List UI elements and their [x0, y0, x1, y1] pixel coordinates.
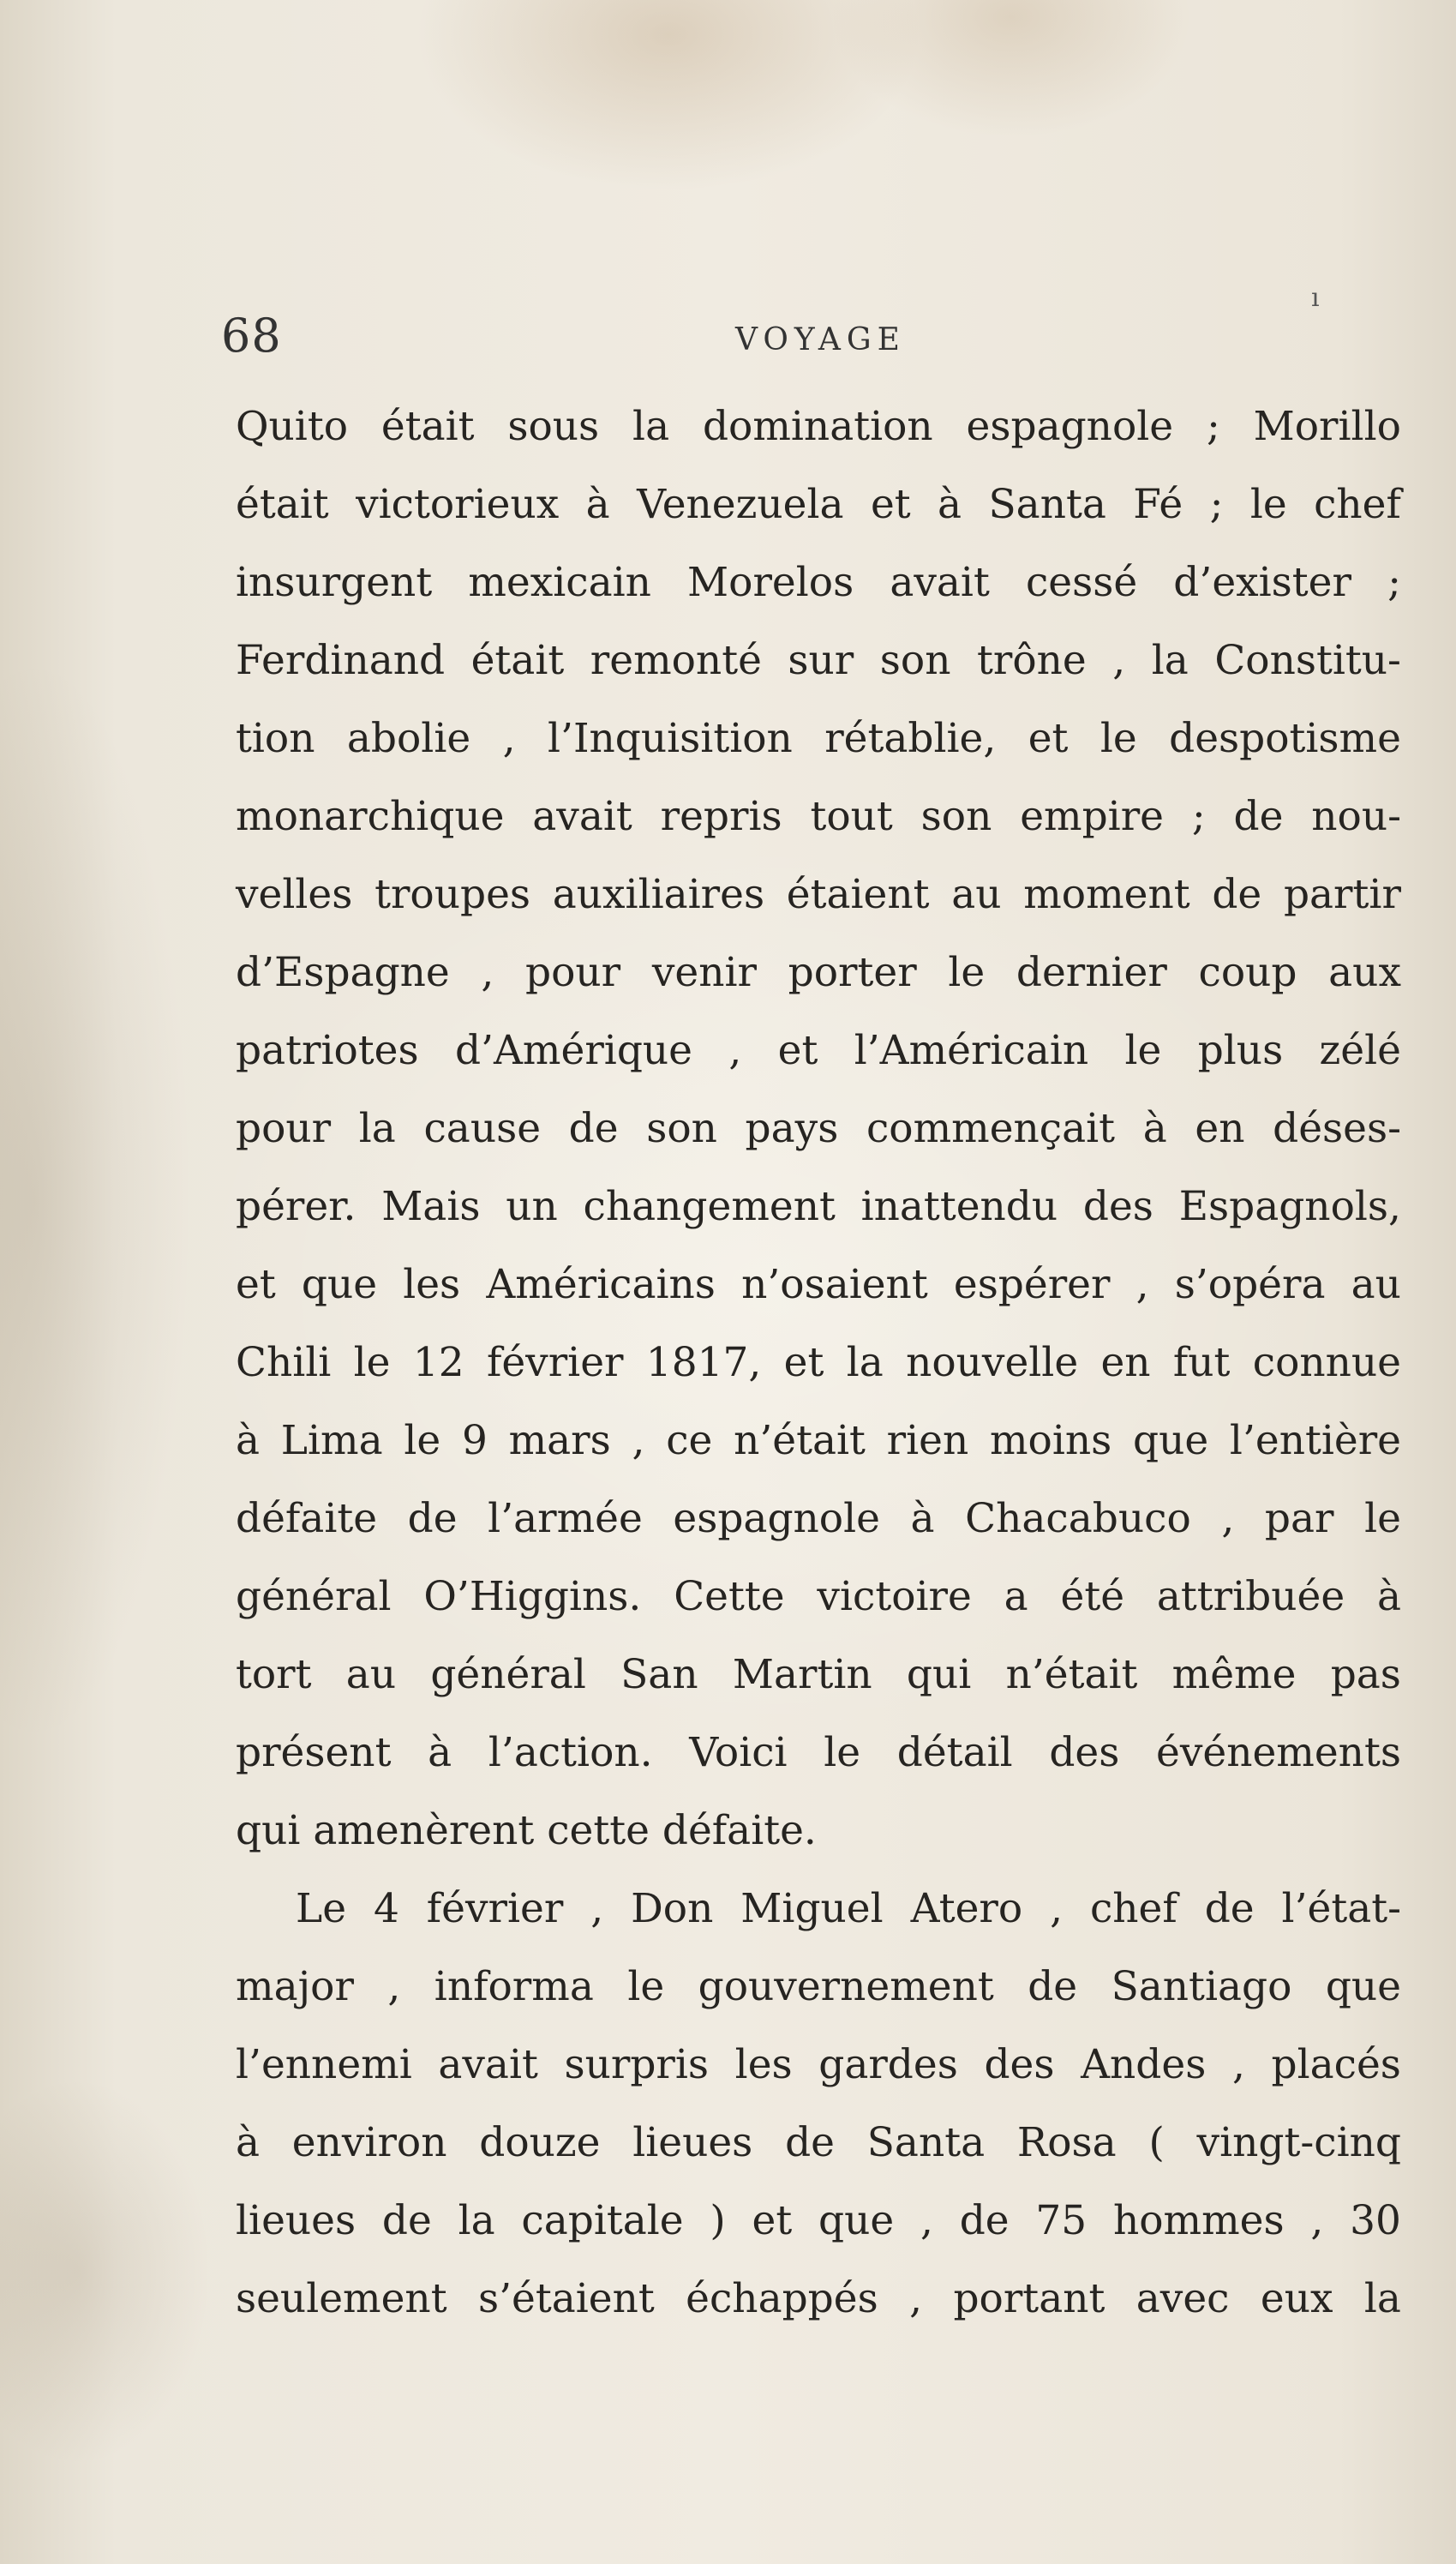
- word: était: [380, 403, 475, 450]
- word: que: [301, 1261, 378, 1308]
- word: despotisme: [1169, 715, 1401, 762]
- word: monarchique: [236, 793, 505, 840]
- word: de: [407, 1495, 458, 1542]
- word: Chacabuco: [965, 1495, 1191, 1542]
- word: au: [951, 871, 1002, 918]
- word: détail: [896, 1729, 1013, 1776]
- word: empire: [1020, 793, 1164, 840]
- word: Andes: [1081, 2041, 1207, 2088]
- word: Rosa: [1016, 2119, 1117, 2166]
- word: de: [959, 2197, 1010, 2244]
- word: porter: [788, 949, 917, 996]
- word: de: [1204, 1885, 1255, 1932]
- word: commençait: [866, 1105, 1116, 1152]
- word: pour: [525, 949, 621, 996]
- word: ,: [632, 1417, 645, 1464]
- word: des: [1082, 1183, 1153, 1230]
- word: l’Inquisition: [547, 715, 793, 762]
- word: les: [734, 2041, 793, 2088]
- word: février: [486, 1339, 624, 1386]
- word: été: [1060, 1573, 1125, 1620]
- word: hommes: [1112, 2197, 1285, 2244]
- word: le: [824, 1729, 861, 1776]
- text-line: [236, 2026, 1401, 2104]
- word: ,: [1112, 637, 1126, 684]
- word: ,: [1135, 1261, 1149, 1308]
- word: de: [1028, 1963, 1078, 2010]
- word: moment: [1023, 871, 1190, 918]
- word: son: [646, 1105, 717, 1152]
- word: Mais: [381, 1183, 481, 1230]
- word: auxiliaires: [552, 871, 765, 918]
- word: ;: [1206, 403, 1220, 450]
- word: chef: [1314, 481, 1401, 528]
- word: (: [1148, 2119, 1165, 2166]
- word: son: [920, 793, 992, 840]
- word: ,: [1221, 1495, 1235, 1542]
- word: Quito: [236, 403, 349, 450]
- word: avec: [1135, 2275, 1230, 2322]
- word: ,: [1310, 2197, 1324, 2244]
- word: rétablie,: [824, 715, 997, 762]
- word: Voici: [689, 1729, 788, 1776]
- word: février: [426, 1885, 564, 1932]
- word: mexicain: [468, 559, 651, 606]
- word: velles: [236, 871, 353, 918]
- text-line: [236, 856, 1401, 934]
- word: ,: [387, 1963, 401, 2010]
- word: placés: [1271, 2041, 1401, 2088]
- word: changement: [583, 1183, 836, 1230]
- word: Espagnols,: [1178, 1183, 1401, 1230]
- word: environ: [291, 2119, 447, 2166]
- word: à: [1142, 1105, 1167, 1152]
- text-line: [236, 934, 1401, 1012]
- word: avait: [532, 793, 632, 840]
- word: le: [1364, 1495, 1401, 1542]
- word: le: [404, 1417, 441, 1464]
- word: patriotes: [236, 1027, 419, 1074]
- word: avait: [890, 559, 990, 606]
- word: venir: [651, 949, 757, 996]
- word: présent: [236, 1729, 392, 1776]
- word: à: [585, 481, 610, 528]
- word: s’opéra: [1174, 1261, 1326, 1308]
- word: O’Higgins.: [423, 1573, 642, 1620]
- word: à: [428, 1729, 452, 1776]
- word: Miguel: [740, 1885, 884, 1932]
- word: espagnole: [966, 403, 1174, 450]
- word: l’état-: [1281, 1885, 1401, 1932]
- word: San: [620, 1651, 698, 1698]
- word: moins: [989, 1417, 1112, 1464]
- word: la: [846, 1339, 884, 1386]
- word: des: [984, 2041, 1055, 2088]
- word: insurgent: [236, 559, 433, 606]
- text-line: [236, 1480, 1401, 1558]
- word: n’était: [1005, 1651, 1138, 1698]
- word: de: [1212, 871, 1262, 918]
- word: Morelos: [687, 559, 854, 606]
- word: nouvelle: [906, 1339, 1079, 1386]
- word: même: [1171, 1651, 1297, 1698]
- text-line: [236, 778, 1401, 856]
- text-line: [236, 1324, 1401, 1402]
- word: et: [752, 2197, 793, 2244]
- word: déses-: [1273, 1105, 1401, 1152]
- text-line: [236, 1402, 1401, 1480]
- word: tort: [236, 1651, 312, 1698]
- word: n’osaient: [741, 1261, 928, 1308]
- page-number: 68: [221, 309, 282, 363]
- word: pays: [745, 1105, 839, 1152]
- word: rien: [886, 1417, 969, 1464]
- word: lieues: [632, 2119, 753, 2166]
- word: ,: [1050, 1885, 1064, 1932]
- word: Lima: [280, 1417, 383, 1464]
- word: lieues: [236, 2197, 357, 2244]
- word: 75: [1035, 2197, 1088, 2244]
- word: à: [1376, 1573, 1401, 1620]
- paragraph-last-line: [236, 1792, 1401, 1870]
- word: gouvernement: [698, 1963, 994, 2010]
- word: la: [458, 2197, 495, 2244]
- word: général: [236, 1573, 392, 1620]
- word: que: [818, 2197, 895, 2244]
- word: 4: [373, 1885, 399, 1932]
- word: que: [1325, 1963, 1401, 2010]
- word: zélé: [1319, 1027, 1401, 1074]
- word: de: [1233, 793, 1284, 840]
- word: n’était: [734, 1417, 866, 1464]
- stray-ink-mark: ı: [1311, 283, 1320, 313]
- body-text: [236, 387, 1401, 2338]
- text-line: [236, 1090, 1401, 1168]
- word: chef: [1089, 1885, 1177, 1932]
- word: plus: [1197, 1027, 1284, 1074]
- word: gardes: [818, 2041, 958, 2088]
- text-line: [236, 2260, 1401, 2338]
- word: un: [506, 1183, 558, 1230]
- word: trône: [977, 637, 1087, 684]
- word: à: [938, 481, 962, 528]
- word: 12: [412, 1339, 464, 1386]
- word: 30: [1350, 2197, 1401, 2244]
- word: l’action.: [488, 1729, 653, 1776]
- word: portant: [953, 2275, 1105, 2322]
- text-line: [236, 1168, 1401, 1246]
- word: repris: [660, 793, 782, 840]
- word: la: [1363, 2275, 1401, 2322]
- word: victoire: [817, 1573, 972, 1620]
- word: sur: [788, 637, 854, 684]
- word: Don: [631, 1885, 714, 1932]
- word: pour: [236, 1105, 332, 1152]
- word: ,: [909, 2275, 923, 2322]
- word: ,: [920, 2197, 933, 2244]
- word: le: [948, 949, 986, 996]
- word: aux: [1328, 949, 1401, 996]
- word: major: [236, 1963, 354, 2010]
- word: partir: [1283, 871, 1401, 918]
- word: informa: [434, 1963, 594, 2010]
- word: cause: [423, 1105, 542, 1152]
- word: sous: [507, 403, 600, 450]
- word: inattendu: [860, 1183, 1058, 1230]
- word: tion: [236, 715, 315, 762]
- word: à: [236, 2119, 261, 2166]
- text-line: [236, 387, 1401, 465]
- word: s’étaient: [477, 2275, 655, 2322]
- word: le: [1124, 1027, 1162, 1074]
- word: attribuée: [1156, 1573, 1345, 1620]
- word: pas: [1330, 1651, 1401, 1698]
- word: ,: [1231, 2041, 1245, 2088]
- word: ,: [590, 1885, 604, 1932]
- text-line: [236, 543, 1401, 621]
- word: en: [1195, 1105, 1245, 1152]
- word: et: [870, 481, 911, 528]
- word: ce: [666, 1417, 713, 1464]
- word: à: [910, 1495, 935, 1542]
- word: espérer: [953, 1261, 1111, 1308]
- word: échappés: [686, 2275, 878, 2322]
- word: amenèrent: [313, 1807, 548, 1854]
- text-line: [236, 1948, 1401, 2026]
- word: événements: [1156, 1729, 1401, 1776]
- word: ;: [1191, 793, 1206, 840]
- word: Chili: [236, 1339, 332, 1386]
- text-line: [236, 1246, 1401, 1324]
- word: ;: [1209, 481, 1224, 528]
- word: de: [785, 2119, 835, 2166]
- word: coup: [1198, 949, 1297, 996]
- page-header: [221, 302, 1404, 370]
- word: le: [1249, 481, 1287, 528]
- word: ): [710, 2197, 726, 2244]
- word: les: [403, 1261, 461, 1308]
- word: en: [1100, 1339, 1151, 1386]
- word: capitale: [521, 2197, 684, 2244]
- word: fut: [1172, 1339, 1231, 1386]
- word: cette: [547, 1807, 662, 1854]
- word: Morillo: [1253, 403, 1401, 450]
- running-head: VOYAGE: [735, 322, 906, 357]
- word: douze: [479, 2119, 601, 2166]
- word: Santiago: [1111, 1963, 1292, 2010]
- word: Le: [296, 1885, 347, 1932]
- word: ,: [728, 1027, 742, 1074]
- word: à: [236, 1417, 261, 1464]
- word: ;: [1387, 559, 1401, 606]
- word: au: [345, 1651, 397, 1698]
- text-line: [236, 2104, 1401, 2182]
- word: étaient: [786, 871, 930, 918]
- word: Cette: [674, 1573, 785, 1620]
- text-line: [236, 1012, 1401, 1090]
- word: l’ennemi: [236, 2041, 412, 2088]
- word: des: [1049, 1729, 1120, 1776]
- text-line: [236, 1636, 1401, 1714]
- word: au: [1351, 1261, 1401, 1308]
- word: Santa: [988, 481, 1106, 528]
- text-line: [236, 1714, 1401, 1792]
- word: que: [1133, 1417, 1209, 1464]
- text-line: [236, 700, 1401, 778]
- word: l’armée: [488, 1495, 643, 1542]
- word: tout: [810, 793, 893, 840]
- word: d’Espagne: [236, 949, 450, 996]
- word: espagnole: [673, 1495, 880, 1542]
- word: par: [1264, 1495, 1334, 1542]
- word: son: [879, 637, 951, 684]
- word: Santa: [866, 2119, 986, 2166]
- word: de: [568, 1105, 619, 1152]
- word: surpris: [564, 2041, 710, 2088]
- text-line: [236, 465, 1401, 543]
- paragraph-first-line: [236, 1870, 1401, 1948]
- word: et: [783, 1339, 824, 1386]
- word: troupes: [374, 871, 531, 918]
- word: abolie: [346, 715, 471, 762]
- word: général: [430, 1651, 586, 1698]
- word: qui: [906, 1651, 972, 1698]
- word: la: [632, 403, 670, 450]
- word: défaite: [236, 1495, 378, 1542]
- word: le: [627, 1963, 665, 2010]
- word: d’Amérique: [454, 1027, 692, 1074]
- word: mars: [508, 1417, 611, 1464]
- word: 1817,: [645, 1339, 762, 1386]
- word: était: [236, 481, 329, 528]
- word: eux: [1260, 2275, 1333, 2322]
- word: la: [1151, 637, 1189, 684]
- word: pérer.: [236, 1183, 357, 1230]
- word: victorieux: [356, 481, 560, 528]
- word: la: [358, 1105, 396, 1152]
- word: domination: [702, 403, 933, 450]
- word: qui: [236, 1807, 314, 1854]
- word: a: [1004, 1573, 1028, 1620]
- word: le: [1099, 715, 1137, 762]
- word: remonté: [590, 637, 762, 684]
- word: et: [777, 1027, 818, 1074]
- word: Ferdinand: [236, 637, 446, 684]
- word: l’Américain: [854, 1027, 1089, 1074]
- word: défaite.: [662, 1807, 817, 1854]
- word: était: [470, 637, 565, 684]
- word: seulement: [236, 2275, 447, 2322]
- word: vingt-cinq: [1196, 2119, 1401, 2166]
- word: dernier: [1016, 949, 1167, 996]
- word: d’exister: [1173, 559, 1351, 606]
- word: Constitu-: [1214, 637, 1401, 684]
- word: Venezuela: [637, 481, 844, 528]
- text-line: [236, 621, 1401, 700]
- word: nou-: [1311, 793, 1401, 840]
- word: et: [1028, 715, 1069, 762]
- word: cessé: [1025, 559, 1138, 606]
- word: Américains: [486, 1261, 716, 1308]
- text-line: [236, 1558, 1401, 1636]
- word: ,: [502, 715, 516, 762]
- word: ,: [481, 949, 494, 996]
- word: avait: [438, 2041, 538, 2088]
- word: Martin: [732, 1651, 872, 1698]
- word: Atero: [910, 1885, 1023, 1932]
- word: 9: [461, 1417, 488, 1464]
- word: le: [353, 1339, 391, 1386]
- word: Fé: [1133, 481, 1183, 528]
- word: l’entière: [1229, 1417, 1401, 1464]
- word: de: [381, 2197, 432, 2244]
- word: et: [236, 1261, 276, 1308]
- word: connue: [1252, 1339, 1401, 1386]
- text-line: [236, 2182, 1401, 2260]
